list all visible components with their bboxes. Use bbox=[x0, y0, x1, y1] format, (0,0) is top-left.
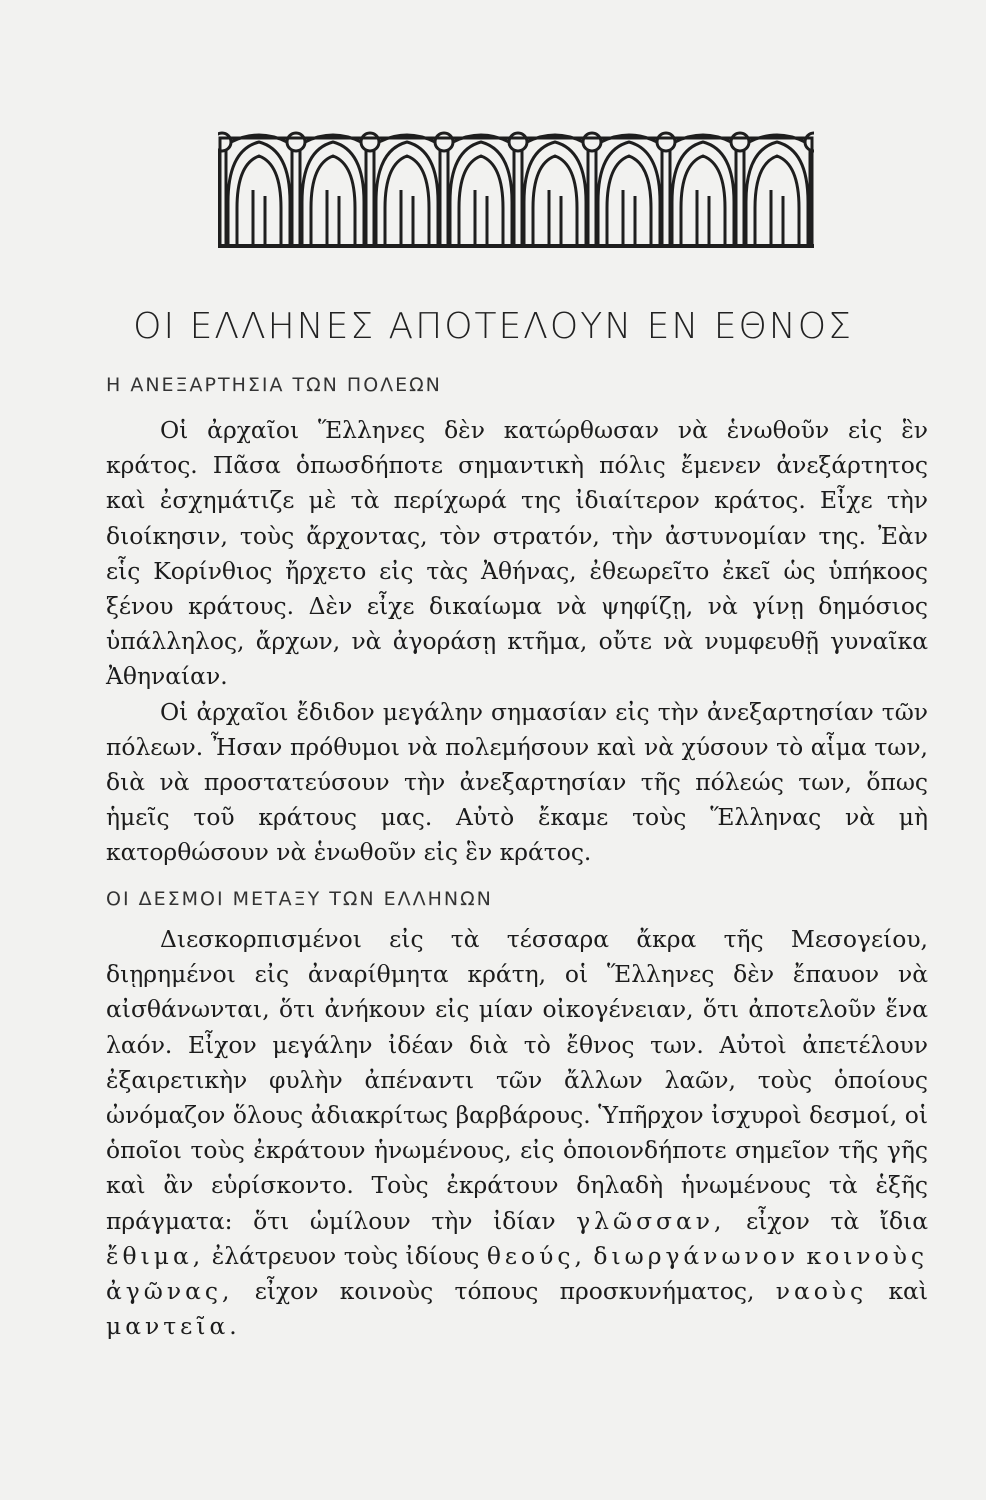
emphasized-word: διωργάνωνον bbox=[593, 1241, 800, 1270]
emphasized-word: γλῶσσαν, bbox=[576, 1206, 726, 1235]
text-run: καὶ bbox=[888, 1277, 929, 1306]
section-heading-independence: Η ΑΝΕΞΑΡΤΗΣΙΑ ΤΩΝ ΠΟΛΕΩΝ bbox=[106, 374, 442, 396]
text-run: ἐλάτρευον τοὺς ἰδίους bbox=[211, 1241, 480, 1270]
ornament-ring bbox=[509, 133, 527, 151]
ornament-ring bbox=[583, 133, 601, 151]
section-heading-bonds: ΟΙ ΔΕΣΜΟΙ ΜΕΤΑΞΥ ΤΩΝ ΕΛΛΗΝΩΝ bbox=[106, 888, 493, 910]
ornament-ring bbox=[731, 133, 749, 151]
emphasized-word: κοινοὺς bbox=[806, 1241, 929, 1270]
paragraph bbox=[106, 922, 928, 1344]
paragraph: Οἱ ἀρχαῖοι Ἕλληνες δὲν κατώρθωσαν νὰ ἑνωθοῦν εἰς ἓν κράτος. Πᾶσα ὁπωσδήποτε σημαντικὴ πόλις ἔμενεν ἀνεξάρτητος καὶ ἐσχημάτιζε μὲ τὰ περίχωρά της ἰδιαίτερον κράτος. Εἶχε τὴν διοίκησιν, τοὺς ἄρχοντας, τὸν στρατόν, τὴν ἀστυνομίαν της. Ἐὰν εἷς Κορίνθιος ἤρχετο εἰς τὰς Ἀθήνας, ἐθεωρεῖτο ἐκεῖ ὡς ὑπήκοος ξένου κράτους. Δὲν εἶχε δικαίωμα νὰ ψηφίζῃ, νὰ γίνῃ δημόσιος ὑπάλληλος, ἄρχων, νὰ ἀγοράσῃ κτῆμα, οὔτε νὰ νυμφευθῇ γυναῖκα Ἀθηναίαν. bbox=[106, 416, 928, 691]
page-title: ΟΙ ΕΛΛΗΝΕΣ ΑΠΟΤΕΛΟΥΝ ΕΝ ΕΘΝΟΣ bbox=[133, 306, 853, 347]
ornament-ring bbox=[435, 133, 453, 151]
emphasized-word: θεούς, bbox=[486, 1241, 586, 1270]
emphasized-word: ἀγῶνας, bbox=[106, 1277, 234, 1306]
section-body-bonds bbox=[106, 922, 928, 1344]
paragraph: Οἱ ἀρχαῖοι ἔδιδον μεγάλην σημασίαν εἰς τὴν ἀνεξαρτησίαν τῶν πόλεων. Ἦσαν πρόθυμοι νὰ πολεμήσουν καὶ νὰ χύσουν τὸ αἷμα των, διὰ νὰ προστατεύσουν τὴν ἀνεξαρτησίαν τῆς πόλεώς των, ὅπως ἡμεῖς τοῦ κράτους μας. Αὐτὸ ἔκαμε τοὺς Ἕλληνας νὰ μὴ κατορθώσουν νὰ ἑνωθοῦν εἰς ἓν κράτος. bbox=[106, 697, 928, 867]
emphasized-word: ναοὺς bbox=[775, 1277, 868, 1306]
text-run: εἶχον κοινοὺς τόπους προσκυνήματος, bbox=[254, 1277, 755, 1306]
emphasized-word: ἔθιμα, bbox=[106, 1241, 205, 1270]
text-run: Διεσκορπισμένοι εἰς τὰ τέσσαρα ἄκρα τῆς Μεσογείου, διῃρημένοι εἰς ἀναρίθμητα κράτη, οἱ Ἕλληνες δὲν ἔπαυον νὰ αἰσθάνωνται, ὅτι ἀνήκουν εἰς μίαν οἰκογένειαν, ὅτι ἀποτελοῦν ἕνα λαόν. Εἶχον μεγάλην ἰδέαν διὰ τὸ ἔθνος των. Αὐτοὶ ἀπετέλουν ἐξαιρετικὴν φυλὴν ἀπέναντι τῶν ἄλλων λαῶν, τοὺς ὁποίους ὠνόμαζον ὅλους ἀδιακρίτως βαρβάρους. Ὑπῆρχον ἰσχυροὶ δεσμοί, οἱ ὁποῖοι τοὺς ἐκράτουν ἡνωμένους, εἰς ὁποιονδήποτε σημεῖον τῆς γῆς καὶ ἂν εὑρίσκοντο. Τοὺς ἐκράτουν δηλαδὴ ἡνωμένους τὰ ἑξῆς πράγματα: ὅτι ὡμίλουν τὴν ἰδίαν bbox=[106, 925, 928, 1235]
section-body-independence bbox=[106, 413, 928, 871]
ornament-ring bbox=[361, 133, 379, 151]
emphasized-word: μαντεῖα. bbox=[106, 1312, 241, 1341]
arch-ornament-illustration bbox=[218, 120, 814, 248]
ornament-ring bbox=[657, 133, 675, 151]
text-run: εἶχον τὰ ἴδια bbox=[746, 1206, 929, 1235]
ornament-ring bbox=[287, 133, 305, 151]
